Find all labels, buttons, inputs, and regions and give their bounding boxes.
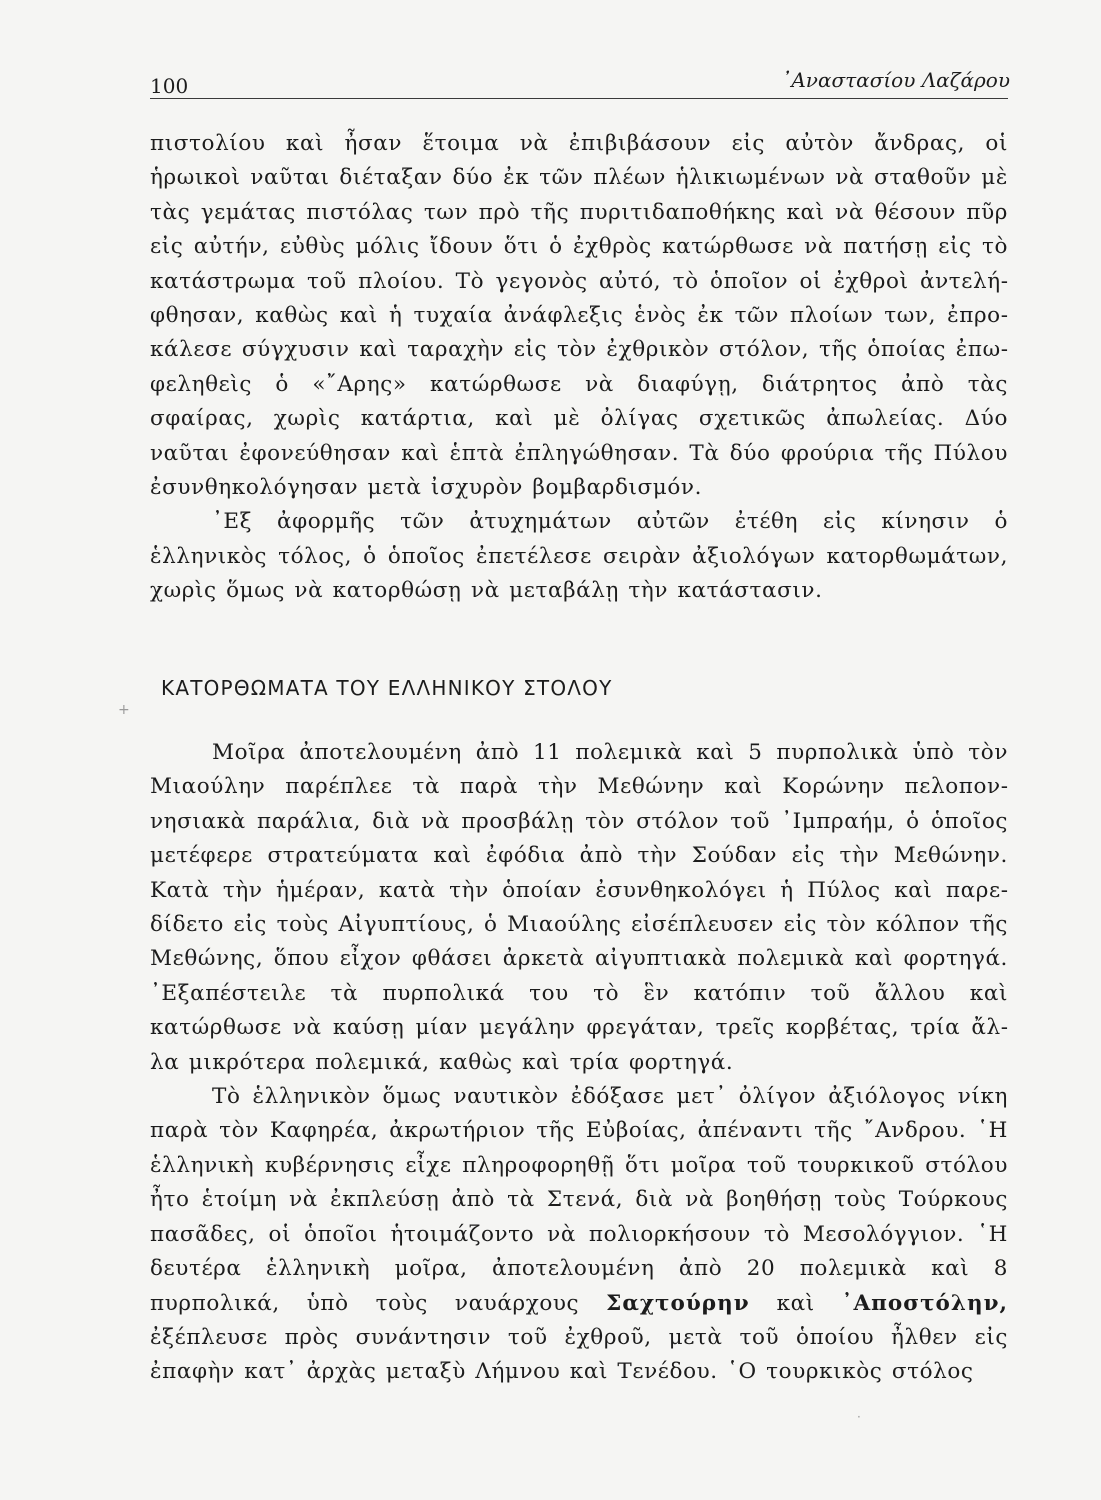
running-head <box>150 68 1010 98</box>
admiral-name-apostolis: ᾿Αποστόλην, <box>841 1290 1008 1316</box>
section-text-block <box>150 736 1008 1390</box>
opening-text-block <box>150 127 1008 609</box>
header-rule <box>150 98 1008 99</box>
paragraph-fleet-mobilized: ᾿Εξ ἀφορμῆς τῶν ἀτυχημάτων αὐτῶν ἐτέθη εἰς κίνησιν ὁ ἑλληνικὸς τόλος, ὁ ὁποῖος ἐπετέλεσε σειρὰν ἀξιολόγων κατορθωμάτων, χωρὶς ὅμως νὰ κατορθώσῃ νὰ μεταβάλῃ τὴν κατάστασιν. <box>150 509 1008 604</box>
continuation-paragraph: πιστολίου καὶ ἦσαν ἕτοιμα νὰ ἐπιβιβάσουν εἰς αὐτὸν ἄνδρας, οἱ ἡρωικοὶ ναῦται διέταξαν δύο ἐκ τῶν πλέων ἡλικιωμένων νὰ σταθοῦν μὲ τὰς γεμάτας πιστόλας των πρὸ τῆς πυριτιδαποθήκης καὶ νὰ θέσουν πῦρ εἰς αὐτήν, εὐθὺς μόλις ἴδουν ὅτι ὁ ἐχθρὸς κατώρθωσε νὰ πατήσῃ εἰς τὸ κατάστρωμα τοῦ πλοίου. Τὸ γεγονὸς αὐτό, τὸ ὁποῖον οἱ ἐχθροὶ ἀντελήφθησαν, καθὼς καὶ ἡ τυχαία ἀνάφλεξις ἑνὸς ἐκ τῶν πλοίων των, ἐπροκάλεσε σύγχυσιν καὶ ταραχὴν εἰς τὸν ἐχθρικὸν στόλον, τῆς ὁποίας ἐπωφεληθεὶς ὁ «῎Αρης» κατώρθωσε νὰ διαφύγῃ, διάτρητος ἀπὸ τὰς σφαίρας, χωρὶς κατάρτια, καὶ μὲ ὀλίγας σχετικῶς ἀπωλείας. Δύο ναῦται ἐφονεύθησαν καὶ ἑπτὰ ἐπληγώθησαν. Τὰ δύο φρούρια τῆς Πύλου ἐσυνθηκολόγησαν μετὰ ἰσχυρὸν βομβαρδισμόν. <box>150 131 1008 501</box>
running-title-author: ᾿Αναστασίου Λαζάρου <box>781 68 1010 92</box>
paragraph-kafireas-start: Τὸ ἑλληνικὸν ὅμως ναυτικὸν ἐδόξασε μετ᾿ ὀλίγον ἀξιόλογος νίκη παρὰ τὸν Καφηρέα, ἀκρωτήριον τῆς Εὐβοίας, ἀπέναντι τῆς ῎Ανδρου. ῾Η ἑλληνικὴ κυβέρνησις εἶχε πληροφορηθῇ ὅτι μοῖρα τοῦ τουρκικοῦ στόλου ἦτο ἑτοίμη νὰ ἐκπλεύσῃ ἀπὸ τὰ Στενά, διὰ νὰ βοηθήσῃ τοὺς Τούρκους πασᾶδες, οἱ ὁποῖοι ἡτοιμάζοντο νὰ πολιορκήσουν τὸ Μεσολόγγιον. ῾Η δευτέρα ἑλληνικὴ μοῖρα, ἀποτελουμένη ἀπὸ 20 πολεμικὰ καὶ 8 πυρπολικά, ὑπὸ τοὺς ναυάρχους <box>150 1084 1008 1316</box>
admiral-name-sachtouris: Σαχτούρην <box>606 1290 750 1316</box>
paragraph-kafireas-victory <box>150 1080 1008 1390</box>
paragraph-kafireas-end: ἐξέπλευσε πρὸς συνάντησιν τοῦ ἐχθροῦ, μετὰ τοῦ ὁποίου ἦλθεν εἰς ἐπαφὴν κατ᾿ ἀρχὰς μεταξὺ Λήμνου καὶ Τενέδου. ῾Ο τουρκικὸς στόλος <box>150 1324 1008 1385</box>
conjunction-text: καὶ <box>776 1290 815 1316</box>
margin-mark-bottom: · <box>857 1410 861 1424</box>
paragraph-miaoulis-raid: Μοῖρα ἀποτελουμένη ἀπὸ 11 πολεμικὰ καὶ 5 πυρπολικὰ ὑπὸ τὸν Μιαούλην παρέπλεε τὰ παρὰ τὴν Μεθώνην καὶ Κορώνην πελοποννησιακὰ παράλια, διὰ νὰ προσβάλῃ τὸν στόλον τοῦ ᾿Ιμπραήμ, ὁ ὁποῖος μετέφερε στρατεύματα καὶ ἐφόδια ἀπὸ τὴν Σούδαν εἰς τὴν Μεθώνην. Κατὰ τὴν ἡμέραν, κατὰ τὴν ὁποίαν ἐσυνθηκολόγει ἡ Πύλος καὶ παρεδίδετο εἰς τοὺς Αἰγυπτίους, ὁ Μιαούλης εἰσέπλευσεν εἰς τὸν κόλπον τῆς Μεθώνης, ὅπου εἶχον φθάσει ἀρκετὰ αἰγυπτιακὰ πολεμικὰ καὶ φορτηγά. ᾿Εξαπέστειλε τὰ πυρπολικά του τὸ ἓν κατόπιν τοῦ ἄλλου καὶ κατώρθωσε νὰ καύσῃ μίαν μεγάλην φρεγάταν, τρεῖς κορβέτας, τρία ἄλλα μικρότερα πολεμικά, καθὼς καὶ τρία φορτηγά. <box>150 740 1008 1075</box>
page-number: 100 <box>150 74 189 98</box>
section-heading: ΚΑΤΟΡΘΩΜΑΤΑ ΤΟΥ ΕΛΛΗΝΙΚΟΥ ΣΤΟΛΟΥ <box>161 676 613 700</box>
margin-mark-left: + <box>118 702 130 718</box>
